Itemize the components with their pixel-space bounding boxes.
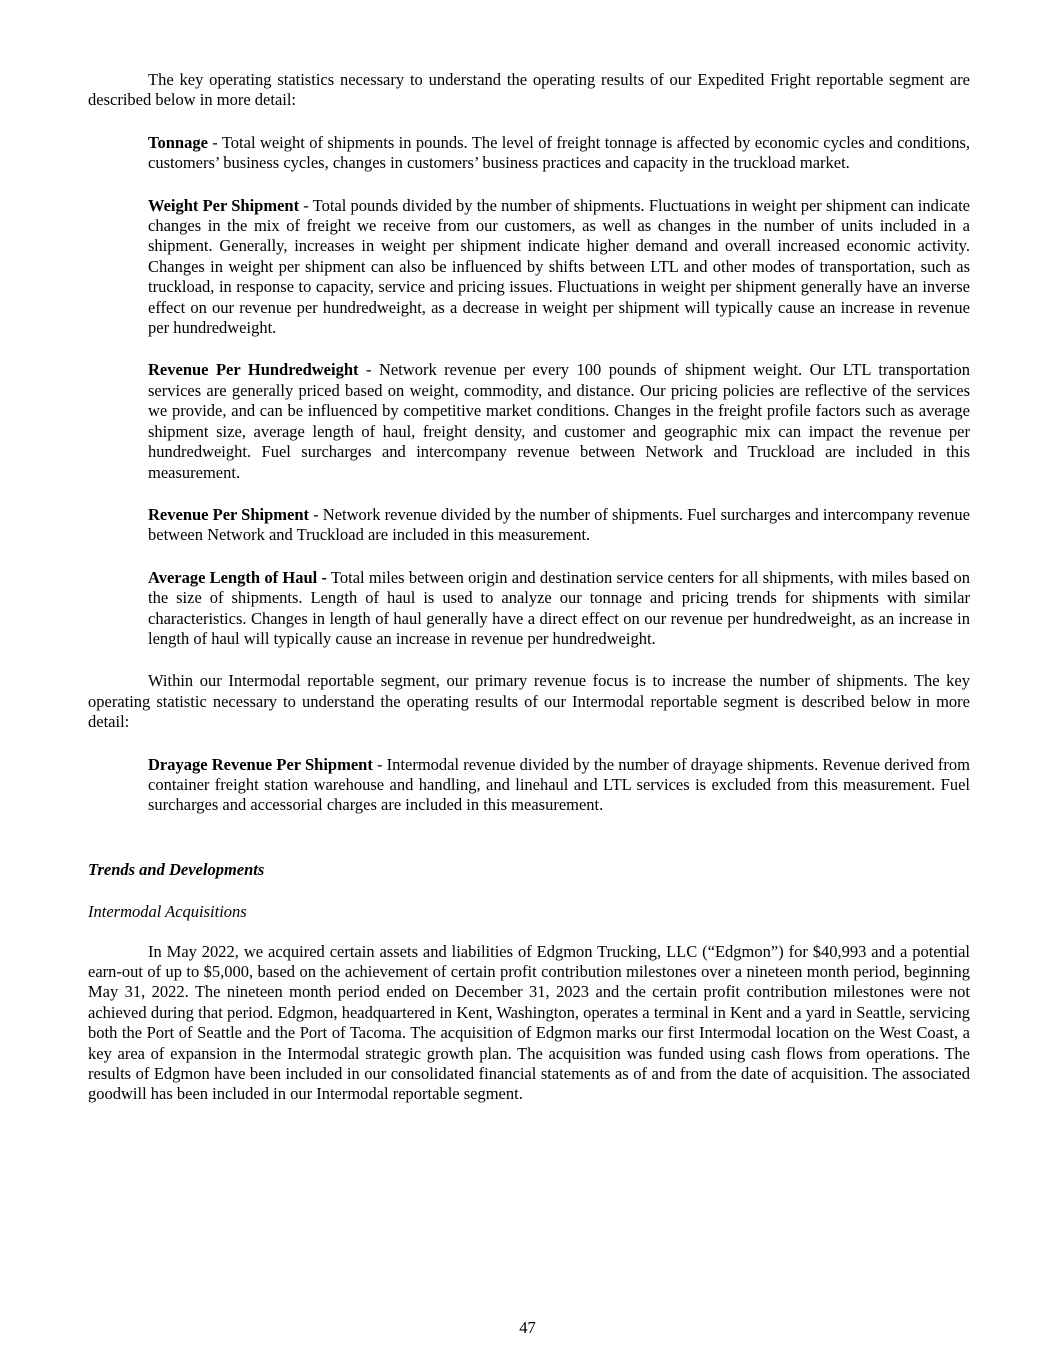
definition-text: - Intermodal revenue divided by the number of drayage shipments. Revenue derived from container freight station warehouse and handling, and linehaul and LTL services is excluded from this measurement. Fuel surcharges and accessorial charges are included in this measurement. [148,754,970,815]
definition-term: Tonnage [148,132,208,152]
page-number: 47 [519,1318,536,1337]
definition-text: - Network revenue divided by the number of shipments. Fuel surcharges and intercompany revenue between Network and Truckload are included in this measurement. [148,504,970,545]
paragraph-expedited-intro: The key operating statistics necessary to understand the operating results of our Expedited Fright reportable segment are described below in more detail: [88,70,970,110]
definition-revenue-per-hundredweight [148,360,970,482]
definition-term: Drayage Revenue Per Shipment [148,754,373,774]
definition-term: Revenue Per Shipment [148,504,310,524]
subsection-heading-intermodal-acquisitions: Intermodal Acquisitions [88,902,247,922]
definition-text: - Total pounds divided by the number of shipments. Fluctuations in weight per shipment can indicate changes in the mix of freight we receive from our customers, as well as changes in the number of units included in a shipment. Generally, increases in weight per shipment indicate higher demand and overall increased economic activity. Changes in weight per shipment can also be influenced by shifts between LTL and other modes of transportation, such as truckload, in response to capacity, service and pricing issues. Fluctuations in weight per shipment generally have an inverse effect on our revenue per hundredweight, as a decrease in weight per shipment will typically cause an increase in revenue per hundredweight. [148,195,970,338]
definition-weight-per-shipment [148,196,970,339]
definition-text: Total miles between origin and destination service centers for all shipments, with miles based on the size of shipments. Length of haul is used to analyze our tonnage and pricing trends for shipments with similar characteristics. Changes in length of haul generally have a direct effect on our revenue per hundredweight, as an increase in length of haul will typically cause an increase in revenue per hundredweight. [148,567,970,648]
paragraph-intermodal-intro: Within our Intermodal reportable segment, our primary revenue focus is to increase the number of shipments. The key operating statistic necessary to understand the operating results of our Intermodal reportable segment is described below in more detail: [88,671,970,732]
definition-text: - Network revenue per every 100 pounds of shipment weight. Our LTL transportation services are generally priced based on weight, commodity, and distance. Our pricing policies are reflective of the services we provide, and can be influenced by competitive market conditions. Changes in the freight profile factors such as average shipment size, average length of haul, freight density, and customer and geographic mix can impact the revenue per hundredweight. Fuel surcharges and intercompany revenue between Network and Truckload are included in this measurement. [148,360,970,482]
definition-revenue-per-shipment [148,505,970,546]
definition-drayage-revenue-per-shipment [148,755,970,816]
section-heading-trends-and-developments: Trends and Developments [88,859,265,879]
definition-term: Revenue Per Hundredweight [148,360,359,380]
definition-tonnage [148,133,970,174]
paragraph-edgmon-acquisition: In May 2022, we acquired certain assets and liabilities of Edgmon Trucking, LLC (“Edgmon”) for $40,993 and a potential earn-out of up to $5,000, based on the achievement of certain profit contribution milestones over a nineteen month period, beginning May 31, 2022. The nineteen month period ended on December 31, 2023 and the certain profit contribution milestones were not achieved during that period. Edgmon, headquartered in Kent, Washington, operates a terminal in Kent and a yard in Seattle, servicing both the Port of Seattle and the Port of Tacoma. The acquisition of Edgmon marks our first Intermodal location on the West Coast, a key area of expansion in the Intermodal strategic growth plan. The acquisition was funded using cash flows from operations. The results of Edgmon have been included in our consolidated financial statements as of and from the date of acquisition. The associated goodwill has been included in our Intermodal reportable segment. [88,941,970,1104]
definition-term: Weight Per Shipment [148,195,300,215]
definition-text: - Total weight of shipments in pounds. The level of freight tonnage is affected by economic cycles and conditions, customers’ business cycles, changes in customers’ business practices and capacity in the truckload market. [148,132,970,173]
definition-average-length-of-haul [148,568,970,650]
definition-term: Average Length of Haul - [148,567,327,587]
